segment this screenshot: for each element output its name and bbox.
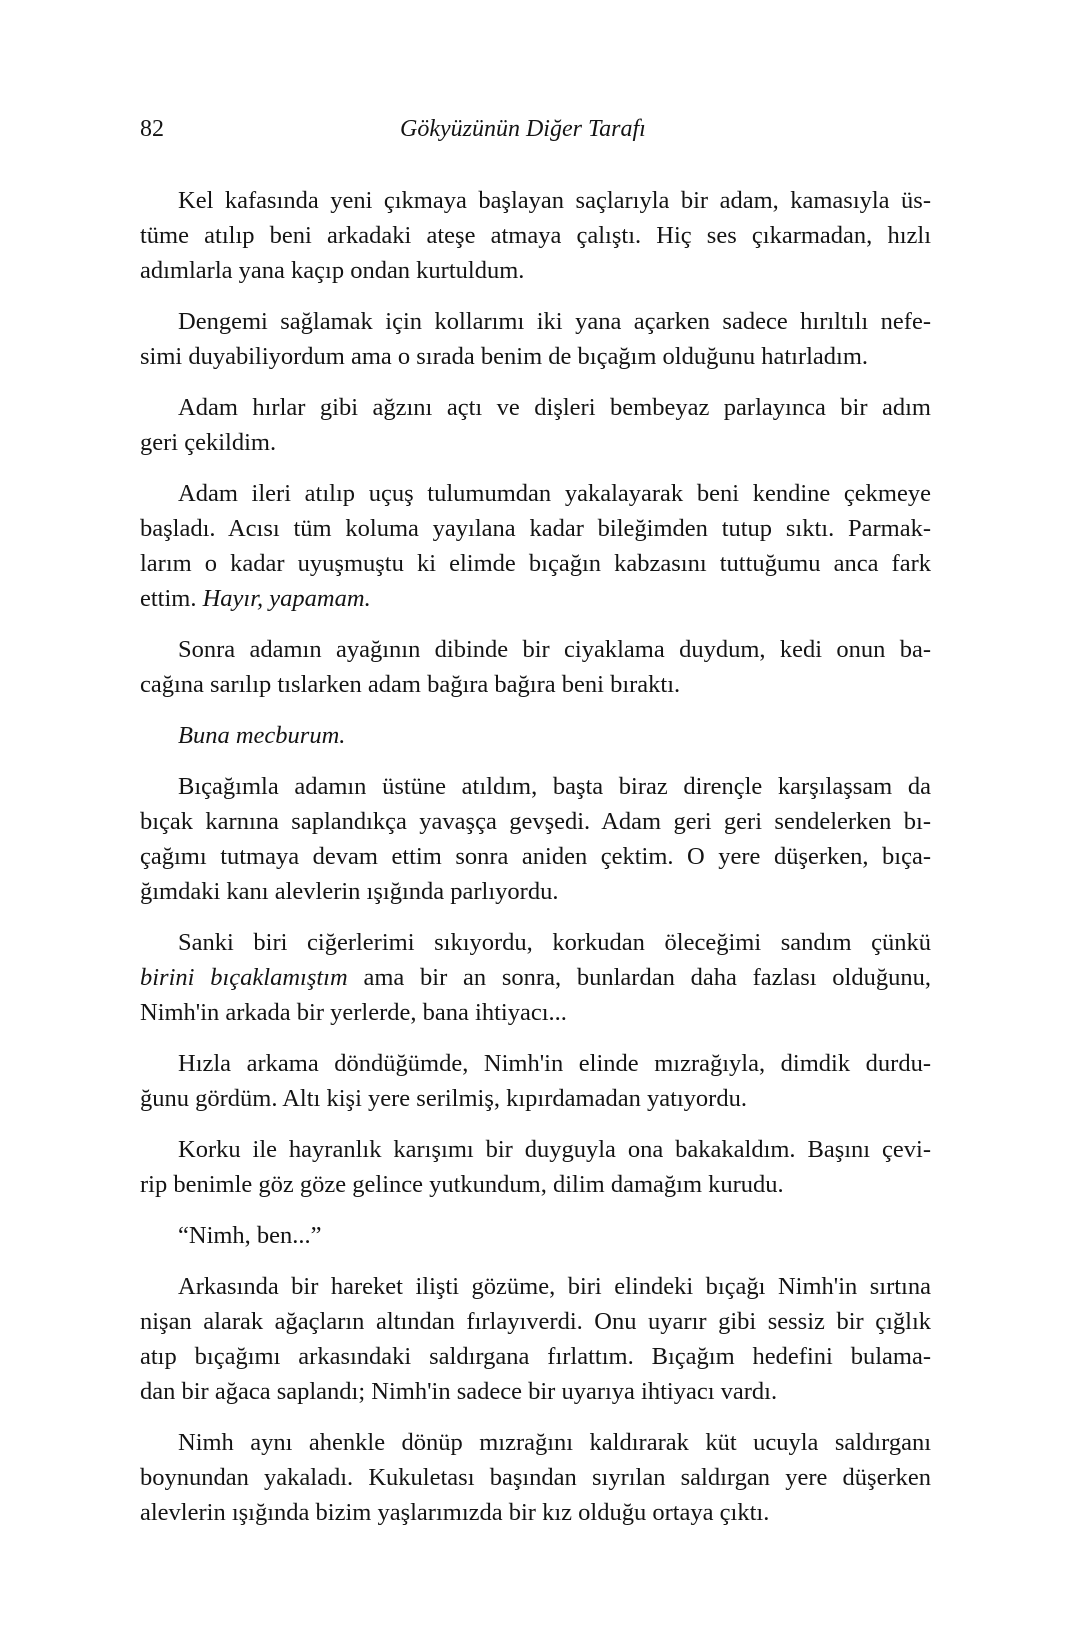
text-line bbox=[140, 839, 931, 874]
paragraph bbox=[140, 925, 931, 1030]
text-line bbox=[140, 804, 931, 839]
text-segment: alevlerin ışığında bizim yaşlarımızda bir kız olduğu ortaya çıktı. bbox=[140, 1499, 770, 1526]
text-line bbox=[140, 546, 931, 581]
text-line bbox=[140, 339, 931, 374]
text-line bbox=[140, 183, 931, 218]
paragraph bbox=[140, 632, 931, 702]
text-line bbox=[140, 1460, 931, 1495]
text-segment: adımlarla yana kaçıp ondan kurtuldum. bbox=[140, 257, 525, 284]
text-line bbox=[140, 1374, 931, 1409]
running-title: Gökyüzünün Diğer Tarafı bbox=[400, 116, 646, 142]
paragraph bbox=[140, 304, 931, 374]
text-segment: ama bir an sonra, bunlardan daha fazlası olduğunu, bbox=[347, 964, 931, 991]
text-segment: nişan alarak ağaçların altından fırlayıverdi. Onu uyarır gibi sessiz bir çığlık bbox=[140, 1308, 931, 1335]
text-segment: simi duyabiliyordum ama o sırada benim de bıçağım olduğunu hatırladım. bbox=[140, 343, 869, 370]
text-line bbox=[140, 769, 931, 804]
text-line bbox=[140, 925, 931, 960]
text-line bbox=[140, 425, 931, 460]
page-header bbox=[0, 108, 1080, 148]
text-segment: larım o kadar uyuşmuştu ki elimde bıçağın kabzasını tuttuğumu anca fark bbox=[140, 550, 931, 577]
text-segment: Hızla arkama döndüğümde, Nimh'in elinde mızrağıyla, dimdik durdu- bbox=[178, 1050, 931, 1077]
paragraph bbox=[140, 1269, 931, 1409]
text-line bbox=[140, 1304, 931, 1339]
text-segment: “Nimh, ben...” bbox=[178, 1222, 322, 1249]
text-segment: tüme atılıp beni arkadaki ateşe atmaya çalıştı. Hiç ses çıkarmadan, hızlı bbox=[140, 222, 931, 249]
text-line bbox=[140, 1425, 931, 1460]
text-segment: cağına sarılıp tıslarken adam bağıra bağıra beni bıraktı. bbox=[140, 671, 681, 698]
text-segment: Adam ileri atılıp uçuş tulumumdan yakalayarak beni kendine çekmeye bbox=[178, 480, 931, 507]
text-segment: bıçak karnına saplandıkça yavaşça gevşedi. Adam geri geri sendelerken bı- bbox=[140, 808, 931, 835]
text-line bbox=[140, 476, 931, 511]
text-line bbox=[140, 1495, 931, 1530]
text-segment: çağımı tutmaya devam ettim sonra aniden çektim. O yere düşerken, bıça- bbox=[140, 843, 931, 870]
text-segment: Arkasında bir hareket ilişti gözüme, biri elindeki bıçağı Nimh'in sırtına bbox=[178, 1273, 931, 1300]
text-line bbox=[140, 581, 931, 616]
italic-text: Buna mecburum. bbox=[178, 722, 346, 749]
italic-text: birini bıçaklamıştım bbox=[140, 964, 348, 991]
paragraph bbox=[140, 1218, 931, 1253]
text-segment: Adam hırlar gibi ağzını açtı ve dişleri bembeyaz parlayınca bir adım bbox=[178, 394, 931, 421]
text-segment: Sanki biri ciğerlerimi sıkıyordu, korkudan öleceğimi sandım çünkü bbox=[178, 929, 931, 956]
text-line bbox=[140, 1218, 931, 1253]
text-line bbox=[140, 304, 931, 339]
paragraph bbox=[140, 1046, 931, 1116]
italic-text: Hayır, yapamam. bbox=[202, 585, 371, 612]
text-line bbox=[140, 632, 931, 667]
page-number: 82 bbox=[140, 116, 164, 142]
text-segment: atıp bıçağımı arkasındaki saldırgana fırlattım. Bıçağım hedefini bulama- bbox=[140, 1343, 931, 1370]
text-line bbox=[140, 1167, 931, 1202]
text-segment: dan bir ağaca saplandı; Nimh'in sadece bir uyarıya ihtiyacı vardı. bbox=[140, 1378, 778, 1405]
text-segment: Sonra adamın ayağının dibinde bir ciyaklama duydum, kedi onun ba- bbox=[178, 636, 931, 663]
text-segment: Kel kafasında yeni çıkmaya başlayan saçlarıyla bir adam, kamasıyla üs- bbox=[178, 187, 931, 214]
text-segment: Dengemi sağlamak için kollarımı iki yana açarken sadece hırıltılı nefe- bbox=[178, 308, 931, 335]
text-line bbox=[140, 253, 931, 288]
paragraph bbox=[140, 1425, 931, 1530]
text-segment: Bıçağımla adamın üstüne atıldım, başta biraz dirençle karşılaşsam da bbox=[178, 773, 931, 800]
body-text bbox=[140, 183, 931, 1546]
text-line bbox=[140, 511, 931, 546]
text-segment: ğımdaki kanı alevlerin ışığında parlıyordu. bbox=[140, 878, 559, 905]
text-line bbox=[140, 995, 931, 1030]
paragraph bbox=[140, 476, 931, 616]
paragraph bbox=[140, 183, 931, 288]
text-segment: boynundan yakaladı. Kukuletası başından sıyrılan saldırgan yere düşerken bbox=[140, 1464, 931, 1491]
paragraph bbox=[140, 390, 931, 460]
paragraph bbox=[140, 718, 931, 753]
text-line bbox=[140, 218, 931, 253]
text-line bbox=[140, 1132, 931, 1167]
text-line bbox=[140, 1081, 931, 1116]
text-segment: Korku ile hayranlık karışımı bir duyguyla ona bakakaldım. Başını çevi- bbox=[178, 1136, 931, 1163]
paragraph bbox=[140, 1132, 931, 1202]
text-line bbox=[140, 390, 931, 425]
text-segment: geri çekildim. bbox=[140, 429, 277, 456]
paragraph bbox=[140, 769, 931, 909]
text-segment: başladı. Acısı tüm koluma yayılana kadar bileğimden tutup sıktı. Parmak- bbox=[140, 515, 931, 542]
text-line bbox=[140, 960, 931, 995]
text-line bbox=[140, 874, 931, 909]
text-segment: Nimh aynı ahenkle dönüp mızrağını kaldırarak küt ucuyla saldırganı bbox=[178, 1429, 931, 1456]
text-line bbox=[140, 718, 931, 753]
text-line bbox=[140, 1269, 931, 1304]
text-segment: ğunu gördüm. Altı kişi yere serilmiş, kıpırdamadan yatıyordu. bbox=[140, 1085, 747, 1112]
text-segment: ettim. bbox=[140, 585, 203, 612]
text-segment: Nimh'in arkada bir yerlerde, bana ihtiyacı... bbox=[140, 999, 567, 1026]
text-line bbox=[140, 1046, 931, 1081]
text-segment: rip benimle göz göze gelince yutkundum, dilim damağım kurudu. bbox=[140, 1171, 784, 1198]
text-line bbox=[140, 667, 931, 702]
text-line bbox=[140, 1339, 931, 1374]
